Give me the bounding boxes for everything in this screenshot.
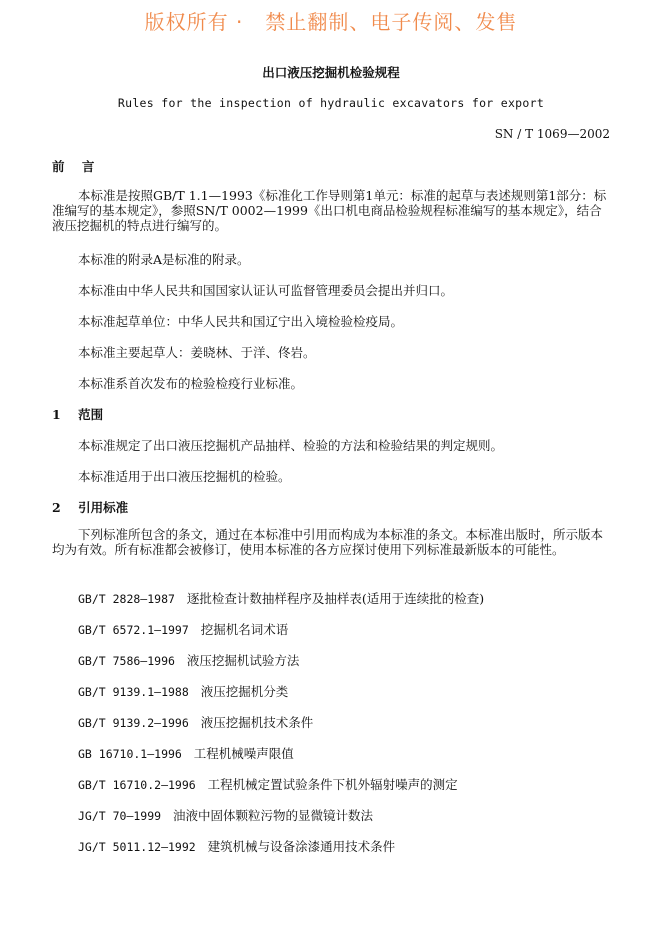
reference-item bbox=[78, 837, 395, 855]
reference-item bbox=[78, 806, 373, 824]
reference-item bbox=[78, 744, 294, 762]
reference-title: 建筑机械与设备涂漆通用技术条件 bbox=[207, 839, 396, 854]
reference-code: JG/T 5011.12—1992 bbox=[78, 840, 196, 854]
section-2-heading: 2 引用标准 bbox=[52, 500, 129, 515]
reference-code: GB/T 9139.2—1996 bbox=[78, 716, 189, 730]
document-title: 出口液压挖掘机检验规程 bbox=[262, 65, 400, 80]
foreword-heading: 前 言 bbox=[52, 159, 95, 174]
reference-code: GB/T 6572.1—1997 bbox=[78, 623, 189, 637]
reference-title: 液压挖掘机试验方法 bbox=[186, 653, 300, 668]
section-1-heading: 1 范围 bbox=[52, 407, 104, 422]
reference-code: GB/T 16710.2—1996 bbox=[78, 778, 196, 792]
reference-title: 液压挖掘机分类 bbox=[200, 684, 289, 699]
standard-number: SN / T 1069—2002 bbox=[494, 127, 610, 141]
reference-item bbox=[78, 713, 313, 731]
reference-title: 逐批检查计数抽样程序及抽样表(适用于连续批的检查) bbox=[186, 591, 485, 606]
foreword-paragraph: 本标准是按照GB/T 1.1—1993《标准化工作导则第1单元：标准的起草与表述规则第1部分：标准编写的基本规定》，参照SN/T 0002—1999《出口机电商品检验规程标准编写的基本规定》，结合液压挖掘机的特点进行编写的。 bbox=[52, 188, 607, 233]
reference-item bbox=[78, 620, 288, 638]
reference-title: 工程机械定置试验条件下机外辐射噪声的测定 bbox=[207, 777, 458, 792]
foreword-line: 本标准的附录A是标准的附录。 bbox=[78, 252, 250, 267]
foreword-line: 本标准起草单位：中华人民共和国辽宁出入境检验检疫局。 bbox=[78, 314, 404, 329]
document-subtitle: Rules for the inspection of hydraulic excavators for export bbox=[117, 96, 545, 110]
reference-item bbox=[78, 775, 458, 793]
reference-code: JG/T 70—1999 bbox=[78, 809, 162, 823]
reference-title: 油液中固体颗粒污物的显微镜计数法 bbox=[173, 808, 374, 823]
reference-title: 液压挖掘机技术条件 bbox=[200, 715, 314, 730]
reference-code: GB 16710.1—1996 bbox=[78, 747, 182, 761]
reference-item bbox=[78, 651, 299, 669]
reference-item bbox=[78, 682, 288, 700]
copyright-banner: 版权所有 · 禁止翻制、电子传阅、发售 bbox=[144, 10, 518, 34]
reference-title: 挖掘机名词术语 bbox=[200, 622, 289, 637]
foreword-line: 本标准由中华人民共和国国家认证认可监督管理委员会提出并归口。 bbox=[78, 283, 454, 298]
section-2-paragraph: 下列标准所包含的条文，通过在本标准中引用而构成为本标准的条文。本标准出版时，所示版本均为有效。所有标准都会被修订，使用本标准的各方应探讨使用下列标准最新版本的可能性。 bbox=[52, 527, 604, 557]
reference-code: GB/T 7586—1996 bbox=[78, 654, 175, 668]
foreword-line: 本标准主要起草人：姜晓林、于洋、佟岩。 bbox=[78, 345, 316, 360]
reference-code: GB/T 2828—1987 bbox=[78, 592, 175, 606]
reference-title: 工程机械噪声限值 bbox=[193, 746, 294, 761]
reference-code: GB/T 9139.1—1988 bbox=[78, 685, 189, 699]
section-1-line: 本标准适用于出口液压挖掘机的检验。 bbox=[78, 469, 291, 484]
reference-item bbox=[78, 589, 484, 607]
foreword-line: 本标准系首次发布的检验检疫行业标准。 bbox=[78, 376, 304, 391]
section-1-line: 本标准规定了出口液压挖掘机产品抽样、检验的方法和检验结果的判定规则。 bbox=[78, 438, 504, 453]
